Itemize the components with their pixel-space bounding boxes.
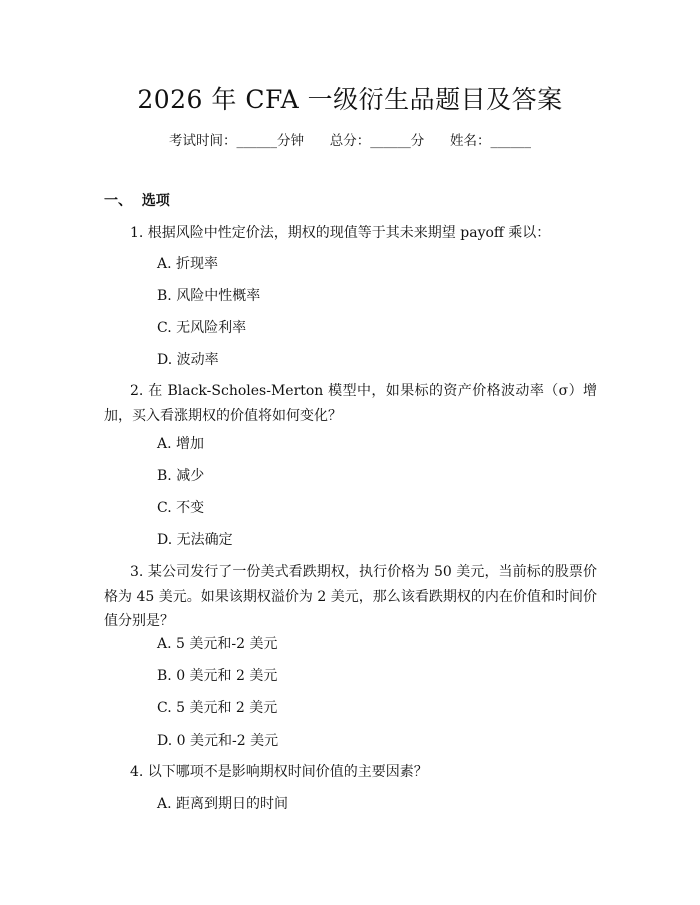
name-blank: ______: [490, 133, 531, 149]
question-3-option-b: B. 0 美元和 2 美元: [157, 668, 278, 684]
question-2-option-a: A. 增加: [157, 436, 205, 452]
question-3-option-c: C. 5 美元和 2 美元: [157, 700, 278, 716]
question-1-option-b: B. 风险中性概率: [157, 288, 261, 304]
question-2: 2. 在 Black-Scholes-Merton 模型中，如果标的资产价格波动率（σ）增加，买入看涨期权的价值将如何变化？: [104, 383, 597, 424]
document-title: 2026 年 CFA 一级衍生品题目及答案: [137, 85, 563, 114]
question-1: 1. 根据风险中性定价法，期权的现值等于其未来期望 payoff 乘以：: [130, 225, 551, 241]
total-score-unit: 分: [410, 133, 425, 149]
question-3-option-a: A. 5 美元和-2 美元: [157, 636, 278, 652]
question-1-option-c: C. 无风险利率: [157, 320, 247, 336]
exam-meta-line: [0, 130, 700, 152]
total-score-label: 总分：: [329, 133, 371, 149]
question-4-option-a: A. 距离到期日的时间: [157, 796, 289, 812]
section-heading: 一、 选项: [104, 193, 170, 209]
question-4: 4. 以下哪项不是影响期权时间价值的主要因素？: [130, 764, 428, 780]
question-2-option-c: C. 不变: [157, 500, 205, 516]
question-3-option-d: D. 0 美元和-2 美元: [157, 733, 279, 749]
question-2-option-b: B. 减少: [157, 468, 205, 484]
question-3: 3. 某公司发行了一份美式看跌期权，执行价格为 50 美元，当前标的股票价格为 45 美元。如果该期权溢价为 2 美元，那么该看跌期权的内在价值和时间价值分别是？: [104, 564, 597, 629]
exam-time-label: 考试时间：: [169, 133, 237, 149]
question-2-option-d: D. 无法确定: [157, 532, 233, 548]
question-1-option-d: D. 波动率: [157, 352, 219, 368]
total-score-blank: ______: [370, 133, 411, 149]
exam-time-blank: ______: [236, 133, 277, 149]
exam-time-unit: 分钟: [277, 133, 304, 149]
question-1-option-a: A. 折现率: [157, 256, 219, 272]
name-label: 姓名：: [450, 133, 491, 149]
